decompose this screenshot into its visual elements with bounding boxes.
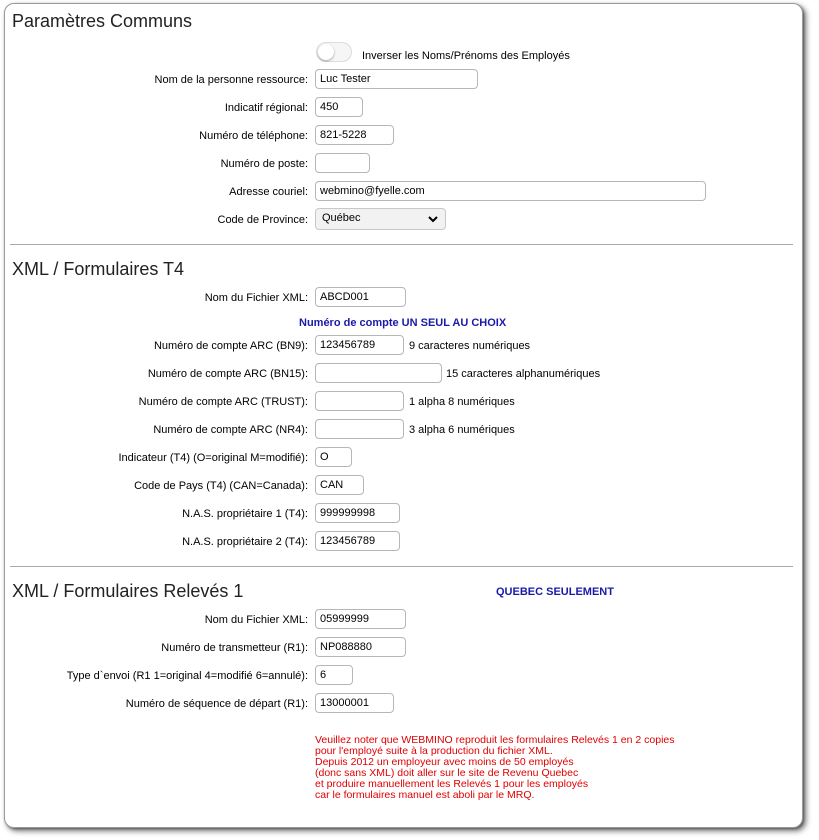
province-select[interactable]	[315, 208, 446, 230]
bn15-label: Numéro de compte ARC (BN15):	[147, 368, 308, 380]
section-divider	[10, 566, 793, 567]
country-code-label: Code de Pays (T4) (CAN=Canada):	[134, 480, 308, 492]
area-code-label: Indicatif régional:	[224, 102, 308, 114]
phone-number-label: Numéro de téléphone:	[199, 130, 308, 142]
section-title-r1: XML / Formulaires Relevés 1	[12, 581, 244, 601]
section-title-common: Paramètres Communs	[12, 11, 193, 31]
phone-number-input[interactable]	[315, 125, 394, 145]
t4-file-name-label: Nom du Fichier XML:	[204, 292, 308, 304]
t4-indicator-label: Indicateur (T4) (O=original M=modifié):	[118, 452, 308, 464]
quebec-only-note: QUEBEC SEULEMENT	[496, 586, 614, 598]
section-title-t4: XML / Formulaires T4	[12, 259, 185, 279]
owner2-sin-input[interactable]	[315, 531, 400, 551]
contact-name-input[interactable]	[315, 69, 478, 89]
nr4-input[interactable]	[315, 419, 404, 439]
invert-names-toggle[interactable]	[316, 42, 352, 62]
nr4-hint: 3 alpha 6 numériques	[409, 424, 515, 436]
trust-hint: 1 alpha 8 numériques	[409, 396, 515, 408]
email-label: Adresse couriel:	[229, 186, 308, 198]
send-type-input[interactable]	[315, 665, 353, 685]
bn15-input[interactable]	[315, 363, 442, 383]
owner1-sin-label: N.A.S. propriétaire 1 (T4):	[182, 508, 308, 520]
owner1-sin-input[interactable]	[315, 503, 400, 523]
account-choice-note: Numéro de compte UN SEUL AU CHOIX	[299, 317, 507, 329]
r1-file-name-label: Nom du Fichier XML:	[204, 614, 308, 626]
bn9-label: Numéro de compte ARC (BN9):	[153, 340, 308, 352]
extension-input[interactable]	[315, 153, 370, 173]
trust-input[interactable]	[315, 391, 404, 411]
province-code-label: Code de Province:	[217, 214, 308, 226]
r1-file-name-input[interactable]	[315, 609, 406, 629]
send-type-label: Type d`envoi (R1 1=original 4=modifié 6=annulé):	[66, 670, 308, 682]
transmitter-number-input[interactable]	[315, 637, 406, 657]
section-divider	[10, 244, 793, 245]
email-input[interactable]	[315, 181, 706, 201]
toggle-knob	[318, 44, 334, 60]
bn15-hint: 15 caracteres alphanumériques	[446, 368, 601, 380]
trust-label: Numéro de compte ARC (TRUST):	[138, 396, 308, 408]
bn9-input[interactable]	[315, 335, 404, 355]
t4-indicator-input[interactable]	[315, 447, 352, 467]
country-code-input[interactable]	[315, 475, 364, 495]
start-sequence-label: Numéro de séquence de départ (R1):	[125, 698, 308, 710]
owner2-sin-label: N.A.S. propriétaire 2 (T4):	[182, 536, 308, 548]
province-selected-value: Québec	[322, 212, 361, 224]
start-sequence-input[interactable]	[315, 693, 394, 713]
extension-label: Numéro de poste:	[220, 158, 308, 170]
invert-names-label: Inverser les Noms/Prénoms des Employés	[362, 50, 570, 62]
bn9-hint: 9 caracteres numériques	[409, 340, 531, 352]
nr4-label: Numéro de compte ARC (NR4):	[153, 424, 308, 436]
transmitter-number-label: Numéro de transmetteur (R1):	[161, 642, 308, 654]
r1-notice: Veuillez noter que WEBMINO reproduit les formulaires Relevés 1 en 2 copies pour l'employé suite à la production du fichier XML. Depuis 2012 un employeur avec moins de 50 employés (donc sans XML) doit aller sur le site de Revenu Quebec et produire manuellement les Relevés 1 pour les employés car le formulaires manuel est aboli par le MRQ.	[315, 734, 675, 801]
area-code-input[interactable]	[315, 97, 363, 117]
contact-name-label: Nom de la personne ressource:	[154, 74, 308, 86]
t4-file-name-input[interactable]	[315, 287, 406, 307]
chevron-down-icon	[427, 212, 439, 226]
